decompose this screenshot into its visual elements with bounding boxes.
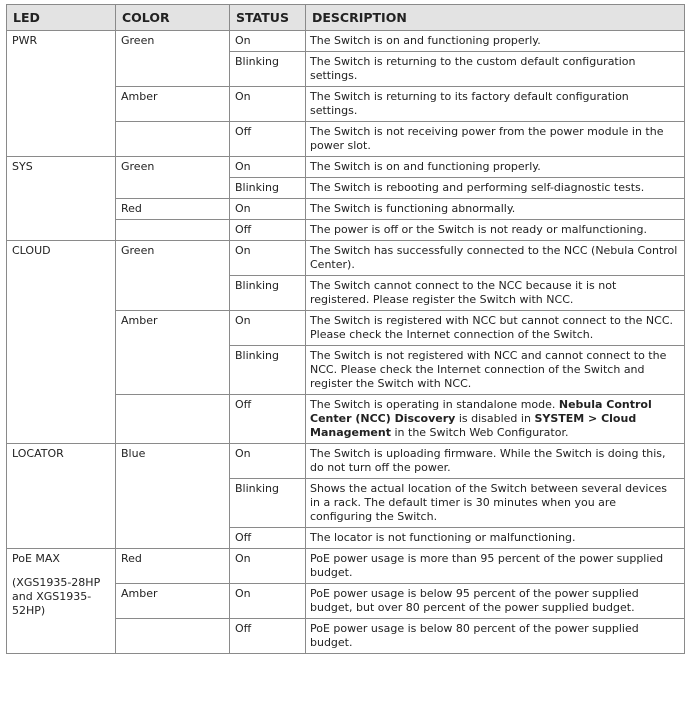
status-cell: On: [230, 444, 306, 479]
color-empty: [116, 619, 230, 654]
status-cell: Blinking: [230, 479, 306, 528]
color-pwr-amber: Amber: [116, 87, 230, 122]
desc-text: is disabled in: [455, 412, 535, 425]
description-cell: The Switch is uploading firmware. While the Switch is doing this, do not turn off the power.: [306, 444, 685, 479]
color-sys-green: Green: [116, 157, 230, 199]
description-cell: PoE power usage is below 95 percent of the power supplied budget, but over 80 percent of the power supplied budget.: [306, 584, 685, 619]
status-cell: On: [230, 584, 306, 619]
desc-bold-text: SYSTEM > Cloud Management: [310, 412, 637, 439]
description-cell: The Switch is not receiving power from the power module in the power slot.: [306, 122, 685, 157]
header-description: DESCRIPTION: [306, 5, 685, 31]
status-cell: On: [230, 311, 306, 346]
status-cell: Blinking: [230, 52, 306, 87]
table-row: [7, 157, 685, 178]
description-cell: The locator is not functioning or malfunctioning.: [306, 528, 685, 549]
desc-text: in the Switch Web Configurator.: [390, 426, 569, 439]
status-cell: Off: [230, 528, 306, 549]
status-cell: On: [230, 31, 306, 52]
color-cloud-green: Green: [116, 241, 230, 311]
desc-text: The Switch is operating in standalone mode.: [310, 398, 559, 411]
status-cell: Blinking: [230, 178, 306, 199]
description-cell: [306, 395, 685, 444]
status-cell: Blinking: [230, 346, 306, 395]
description-cell: The Switch is registered with NCC but cannot connect to the NCC. Please check the Internet connection of the Switch.: [306, 311, 685, 346]
description-cell: The Switch is on and functioning properly.: [306, 157, 685, 178]
led-table-container: [6, 4, 684, 654]
header-status: STATUS: [230, 5, 306, 31]
color-cloud-amber: Amber: [116, 311, 230, 395]
description-cell: PoE power usage is below 80 percent of the power supplied budget.: [306, 619, 685, 654]
status-cell: On: [230, 157, 306, 178]
description-cell: PoE power usage is more than 95 percent of the power supplied budget.: [306, 549, 685, 584]
status-cell: Off: [230, 220, 306, 241]
description-cell: The Switch is returning to the custom default configuration settings.: [306, 52, 685, 87]
description-cell: The Switch is on and functioning properly.: [306, 31, 685, 52]
color-empty: [116, 395, 230, 444]
description-cell: The Switch is returning to its factory default configuration settings.: [306, 87, 685, 122]
table-row: [7, 549, 685, 584]
description-cell: The Switch has successfully connected to the NCC (Nebula Control Center).: [306, 241, 685, 276]
desc-bold-text: Nebula Control Center (NCC) Discovery: [310, 398, 652, 425]
led-poe-max: [7, 549, 116, 654]
color-empty: [116, 220, 230, 241]
led-cloud: CLOUD: [7, 241, 116, 444]
description-cell: The Switch is functioning abnormally.: [306, 199, 685, 220]
led-poe-models: (XGS1935-28HP and XGS1935-52HP): [12, 576, 101, 617]
color-poe-amber: Amber: [116, 584, 230, 619]
status-cell: On: [230, 549, 306, 584]
color-pwr-green: Green: [116, 31, 230, 87]
led-sys: SYS: [7, 157, 116, 241]
color-locator-blue: Blue: [116, 444, 230, 549]
description-cell: The Switch cannot connect to the NCC because it is not registered. Please register the Switch with NCC.: [306, 276, 685, 311]
header-led: LED: [7, 5, 116, 31]
status-cell: On: [230, 199, 306, 220]
table-row: [7, 31, 685, 52]
header-row: [7, 5, 685, 31]
status-cell: Off: [230, 122, 306, 157]
led-pwr: PWR: [7, 31, 116, 157]
status-cell: Off: [230, 619, 306, 654]
description-cell: The Switch is rebooting and performing self-diagnostic tests.: [306, 178, 685, 199]
description-cell: Shows the actual location of the Switch between several devices in a rack. The default timer is 30 minutes when you are configuring the Switch.: [306, 479, 685, 528]
header-color: COLOR: [116, 5, 230, 31]
status-cell: Off: [230, 395, 306, 444]
description-cell: The power is off or the Switch is not ready or malfunctioning.: [306, 220, 685, 241]
table-row: [7, 241, 685, 276]
description-cell: The Switch is not registered with NCC and cannot connect to the NCC. Please check the Internet connection of the Switch and register the Switch with NCC.: [306, 346, 685, 395]
status-cell: On: [230, 87, 306, 122]
led-table: [6, 4, 685, 654]
led-locator: LOCATOR: [7, 444, 116, 549]
color-empty: [116, 122, 230, 157]
color-poe-red: Red: [116, 549, 230, 584]
table-row: [7, 444, 685, 479]
color-sys-red: Red: [116, 199, 230, 220]
led-poe-label: PoE MAX: [12, 552, 60, 565]
status-cell: On: [230, 241, 306, 276]
status-cell: Blinking: [230, 276, 306, 311]
